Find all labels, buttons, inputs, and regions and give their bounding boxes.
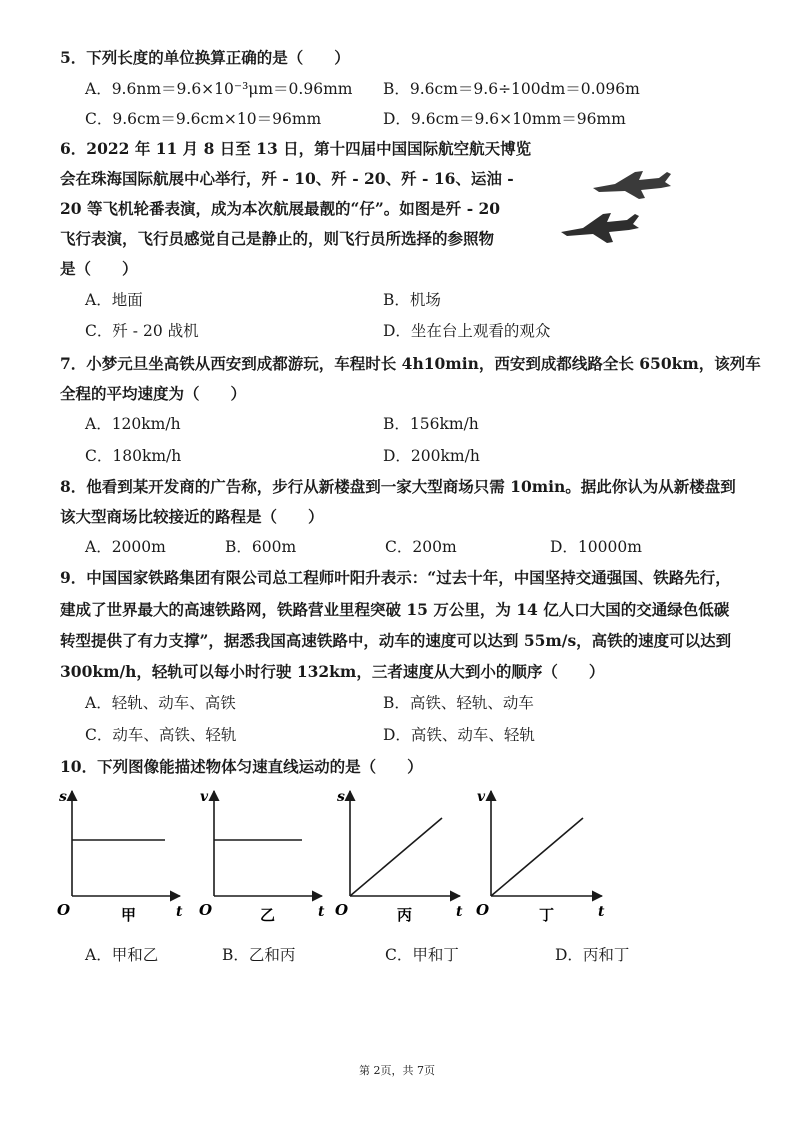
origin-label: O	[57, 901, 71, 919]
q9-line-1: 9．中国国家铁路集团有限公司总工程师叶阳升表示：“过去十年，中国坚持交通强国、铁路先行，	[60, 568, 731, 587]
q8-option-b: B．600m	[225, 538, 297, 556]
origin-label: O	[476, 901, 490, 919]
y-axis-label: s	[59, 789, 67, 805]
q6-option-d: D．坐在台上观看的观众	[383, 322, 551, 340]
y-axis-label: v	[477, 789, 486, 805]
q5-option-b: B．9.6cm＝9.6÷100dm＝0.096m	[383, 80, 640, 98]
q7-option-b: B．156km/h	[383, 415, 479, 433]
q6-option-c: C．歼 - 20 战机	[85, 322, 199, 340]
q9-option-a: A．轻轨、动车、高铁	[85, 694, 236, 712]
origin-label: O	[335, 901, 349, 919]
x-axis-label: t	[456, 904, 463, 920]
q7-option-d: D．200km/h	[383, 447, 480, 465]
graph-caption: 丙	[397, 906, 413, 924]
q10-stem: 10．下列图像能描述物体匀速直线运动的是（ ）	[60, 757, 423, 776]
x-axis-label: t	[318, 904, 325, 920]
q10-option-d: D．丙和丁	[555, 946, 630, 964]
q10-option-c: C．甲和丁	[385, 946, 459, 964]
q9-line-2: 建成了世界最大的高速铁路网，铁路营业里程突破 15 万公里，为 14 亿人口大国的交通绿色低碳	[60, 600, 730, 619]
graph-jia	[57, 789, 183, 924]
graph-caption: 丁	[539, 906, 555, 924]
page-footer: 第 2页，共 7页	[359, 1064, 435, 1077]
q10-option-a: A．甲和乙	[85, 946, 159, 964]
q6-line-3: 20 等飞机轮番表演，成为本次航展最靓的“仔”。如图是歼 - 20	[60, 199, 501, 218]
y-axis-label: v	[200, 789, 209, 805]
q5-option-a: A．9.6nm＝9.6×10⁻³μm＝0.96mm	[85, 80, 353, 98]
q5-option-c: C．9.6cm＝9.6cm×10＝96mm	[85, 110, 322, 128]
q8-line-1: 8．他看到某开发商的广告称，步行从新楼盘到一家大型商场只需 10min。据此你认为从新楼盘到	[60, 477, 736, 496]
q7-option-a: A．120km/h	[85, 415, 181, 433]
graph-ding	[476, 789, 605, 924]
q7-line-1: 7．小梦元旦坐高铁从西安到成都游玩，车程时长 4h10min，西安到成都线路全长 650km，该列车	[60, 354, 761, 373]
q9-option-c: C．动车、高铁、轻轨	[85, 726, 237, 744]
x-axis-label: t	[176, 904, 183, 920]
q6-option-b: B．机场	[383, 291, 441, 309]
q7-line-2: 全程的平均速度为（ ）	[60, 384, 247, 403]
graph-line	[350, 818, 442, 896]
graph-line	[491, 818, 583, 896]
q6-option-a: A．地面	[85, 291, 143, 309]
q9-line-3: 转型提供了有力支撑”，据悉我国高速铁路中，动车的速度可以达到 55m/s，高铁的速度可以达到	[60, 631, 732, 650]
graph-bing	[335, 789, 463, 924]
jet-icon	[561, 213, 639, 243]
q6-line-1: 6．2022 年 11 月 8 日至 13 日，第十四届中国国际航空航天博览	[60, 139, 532, 158]
q5-stem: 5．下列长度的单位换算正确的是（ ）	[60, 48, 350, 67]
q5-option-d: D．9.6cm＝9.6×10mm＝96mm	[383, 110, 626, 128]
fighter-jets-image	[555, 158, 685, 263]
q8-option-a: A．2000m	[85, 538, 166, 556]
q10-graphs	[50, 785, 690, 925]
q6-line-2: 会在珠海国际航展中心举行，歼 - 10、歼 - 20、歼 - 16、运油 -	[60, 169, 514, 188]
graph-yi	[199, 789, 325, 924]
q8-line-2: 该大型商场比较接近的路程是（ ）	[60, 507, 324, 526]
x-axis-label: t	[598, 904, 605, 920]
jet-icon	[593, 171, 671, 199]
q6-line-4: 飞行表演，飞行员感觉自己是静止的，则飞行员所选择的参照物	[60, 229, 495, 248]
q8-option-c: C．200m	[385, 538, 457, 556]
q8-option-d: D．10000m	[550, 538, 642, 556]
graph-caption: 甲	[121, 906, 137, 924]
q9-option-d: D．高铁、动车、轻轨	[383, 726, 535, 744]
graph-caption: 乙	[260, 906, 276, 924]
q6-line-5: 是（ ）	[60, 259, 138, 278]
q9-line-4: 300km/h，轻轨可以每小时行驶 132km，三者速度从大到小的顺序（ ）	[60, 662, 605, 681]
q9-option-b: B．高铁、轻轨、动车	[383, 694, 534, 712]
q10-option-b: B．乙和丙	[222, 946, 296, 964]
y-axis-label: s	[337, 789, 345, 805]
q7-option-c: C．180km/h	[85, 447, 182, 465]
origin-label: O	[199, 901, 213, 919]
